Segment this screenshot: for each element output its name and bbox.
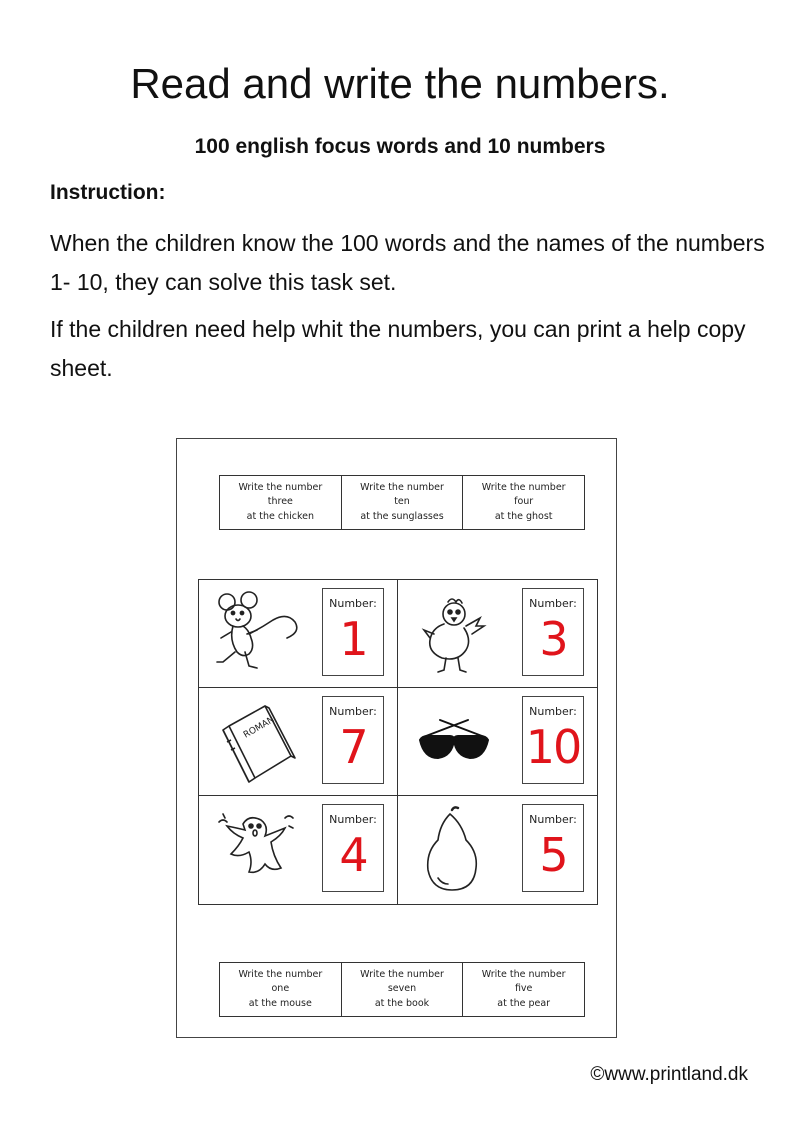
- grid-cell-mouse: [199, 580, 398, 688]
- number-answer: 5: [539, 828, 567, 882]
- number-answer-box[interactable]: [522, 804, 584, 892]
- number-label: Number:: [529, 597, 577, 610]
- instruction-paragraph-2: If the children need help whit the numbers, you can print a help copy sheet.: [50, 316, 746, 381]
- instruction-line: at the book: [374, 997, 430, 1009]
- page-subtitle: 100 english focus words and 10 numbers: [194, 135, 606, 158]
- grid-cell-chicken: [398, 580, 597, 688]
- picture-grid: [198, 579, 598, 905]
- number-answer: 3: [539, 612, 567, 666]
- instruction-line: three: [267, 496, 293, 508]
- number-answer: 7: [339, 720, 367, 774]
- number-answer-box[interactable]: [522, 696, 584, 784]
- pear-icon: [408, 804, 500, 896]
- instruction-line: at the mouse: [248, 997, 312, 1009]
- number-label: Number:: [529, 705, 577, 718]
- number-label: Number:: [329, 597, 377, 610]
- number-label: Number:: [529, 813, 577, 826]
- number-answer-box[interactable]: [322, 588, 384, 676]
- page-title: Read and write the numbers.: [130, 60, 670, 107]
- number-answer-box[interactable]: [322, 696, 384, 784]
- instruction-cell: [342, 963, 464, 1016]
- number-answer-box[interactable]: [322, 804, 384, 892]
- number-answer: 10: [525, 720, 581, 774]
- instruction-line: ten: [394, 496, 410, 508]
- footer-copyright[interactable]: ©www.printland.dk: [590, 1064, 748, 1085]
- ghost-icon: [209, 804, 301, 896]
- instruction-cell: [220, 963, 342, 1016]
- top-instruction-table: [219, 475, 585, 530]
- instruction-line: seven: [387, 983, 417, 995]
- instruction-line: at the chicken: [246, 510, 314, 522]
- instruction-cell: [463, 963, 584, 1016]
- number-answer-box[interactable]: [522, 588, 584, 676]
- book-title-text: ROMAN: [242, 714, 277, 741]
- worksheet-preview: [176, 438, 617, 1038]
- number-answer: 1: [339, 612, 367, 666]
- instruction-line: at the pear: [497, 997, 551, 1009]
- instruction-cell: [342, 476, 464, 529]
- instruction-line: five: [514, 983, 533, 995]
- instruction-line: Write the number: [360, 968, 444, 980]
- instruction-cell: [463, 476, 584, 529]
- number-label: Number:: [329, 705, 377, 718]
- instruction-line: one: [271, 983, 290, 995]
- instruction-line: Write the number: [238, 481, 323, 493]
- sunglasses-icon: [408, 696, 500, 788]
- grid-cell-ghost: [199, 796, 398, 904]
- number-answer: 4: [339, 828, 367, 882]
- instruction-line: Write the number: [481, 481, 566, 493]
- instruction-line: four: [514, 496, 534, 508]
- chicken-icon: [408, 588, 500, 680]
- instruction-line: at the ghost: [494, 510, 553, 522]
- instruction-line: Write the number: [360, 481, 444, 493]
- instruction-line: Write the number: [481, 968, 566, 980]
- instruction-heading: Instruction:: [50, 181, 166, 204]
- instruction-paragraph-1: When the children know the 100 words and the names of the numbers 1- 10, they can solve this task set.: [50, 230, 765, 295]
- number-label: Number:: [329, 813, 377, 826]
- mouse-icon: [209, 588, 301, 680]
- instruction-cell: [220, 476, 342, 529]
- grid-cell-book: [199, 688, 398, 796]
- bottom-instruction-table: [219, 962, 585, 1017]
- book-icon: [209, 696, 301, 788]
- grid-cell-pear: [398, 796, 597, 904]
- instruction-line: Write the number: [238, 968, 323, 980]
- instruction-line: at the sunglasses: [360, 510, 444, 522]
- grid-cell-sunglasses: [398, 688, 597, 796]
